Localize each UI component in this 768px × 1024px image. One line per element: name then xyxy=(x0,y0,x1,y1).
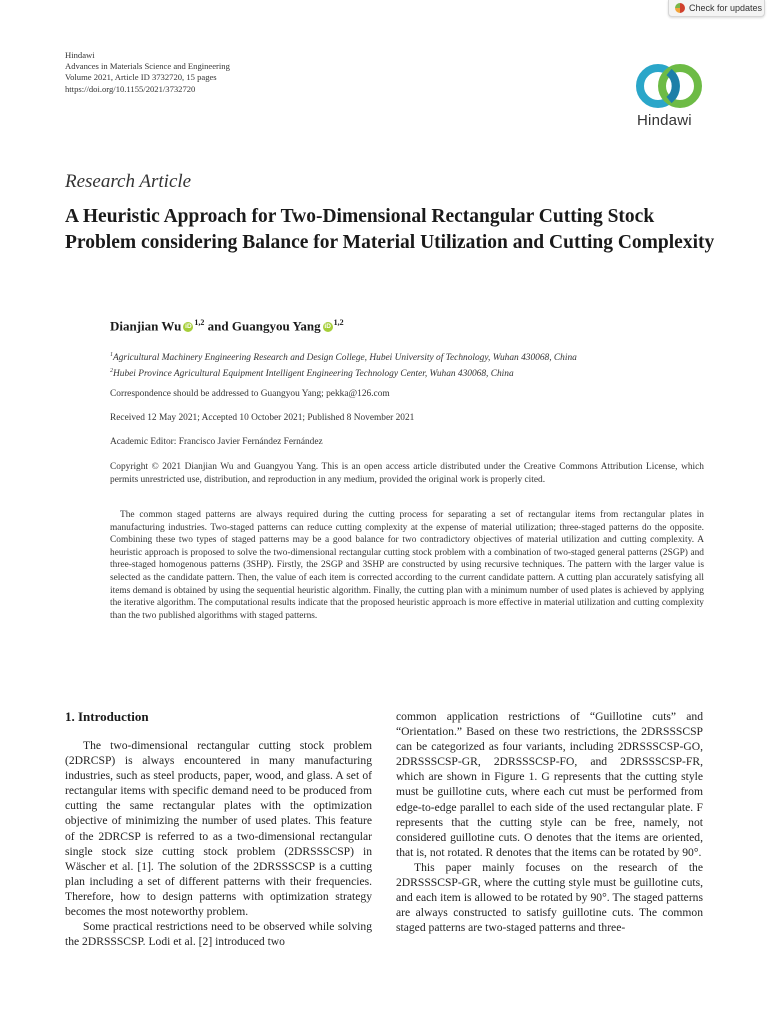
publisher-name: Hindawi xyxy=(65,50,95,60)
author-affil-sup: 1,2 xyxy=(194,318,205,327)
check-for-updates-label: Check for updates xyxy=(689,3,763,13)
affiliations xyxy=(110,349,577,382)
volume-line: Volume 2021, Article ID 3732720, 15 pages xyxy=(65,72,217,83)
doi-link[interactable]: https://doi.org/10.1155/2021/3732720 xyxy=(65,83,196,94)
affiliation-sup: 2 xyxy=(110,368,113,375)
body-column-right xyxy=(396,709,703,935)
abstract: The common staged patterns are always required during the cutting process for separating a set of rectangular items from rectangular plates in manufacturing industries. Two-staged patterns can reduce cutting complexity at the expense of material utilization; three-staged patterns do the opposite. Combining these two types of staged patterns may be a good balance for two contradictory objectives of material utilization and cutting complexity. A heuristic approach is proposed to solve the two-dimensional rectangular cutting stock problem with a combination of two-staged general patterns (2SGP) and three-staged homogenous patterns (3SHP). Firstly, the 2SGP and 3SHP are constructed by using recursive techniques. The pattern with the larger value is selected as the candidate pattern. Then, the value of each item is corrected according to the current candidate pattern. A cutting plan accurately satisfying all items demand is obtained by using the sequential heuristic algorithm. Finally, the cutting plan with a minimum number of used plates is achieved by applying the iterative algorithm. The computational results indicate that the proposed heuristic approach is more effective in material utilization and cutting complexity than the two published algorithms with staged patterns. xyxy=(110,510,704,621)
affiliation-line xyxy=(110,365,577,381)
copyright-notice: Copyright © 2021 Dianjian Wu and Guangyou Yang. This is an open access article distributed under the Creative Commons Attribution License, which permits unrestricted use, distribution, and reproduction in any medium, provided the original work is properly cited. xyxy=(110,462,704,485)
journal-name: Advances in Materials Science and Engineering xyxy=(65,61,230,72)
correspondence: Correspondence should be addressed to Guangyou Yang; pekka@126.com xyxy=(110,389,390,399)
author-name[interactable]: Guangyou Yang xyxy=(231,318,321,334)
article-title: A Heuristic Approach for Two-Dimensional Rectangular Cutting Stock Problem considering Balance for Material Utilization and Cutting Complexity xyxy=(65,206,715,253)
article-type: Research Article xyxy=(65,171,192,192)
section-heading: 1. Introduction xyxy=(65,709,149,724)
author-name[interactable]: Dianjian Wu xyxy=(110,318,182,334)
journal-meta xyxy=(65,50,230,95)
hindawi-logo-text: Hindawi xyxy=(637,112,692,129)
author-affil-sup: 1,2 xyxy=(333,318,344,327)
article-dates: Received 12 May 2021; Accepted 10 October 2021; Published 8 November 2021 xyxy=(110,413,415,423)
body-column-left xyxy=(65,738,372,949)
body-paragraph: The two-dimensional rectangular cutting stock problem (2DRCSP) is always encountered in many manufacturing industries, such as steel products, paper, wood, and glass. A set of rectangular items with specific demand need to be produced from cutting the same rectangular plates with the optimization objective of minimizing the number of used plates. This feature of the 2DRCSP is referred to as a two-dimensional rectangular single stock size cutting stock problem (2DRSSSCSP) in Wäscher et al. [1]. The solution of the 2DRSSSCSP is a cutting plan including a set of different patterns with their frequencies. Therefore, how to design patterns with optimization strategy becomes the most noteworthy problem. xyxy=(65,739,372,919)
academic-editor: Academic Editor: Francisco Javier Fernández Fernández xyxy=(110,437,323,447)
affiliation-sup: 1 xyxy=(110,352,113,358)
author-connector: and xyxy=(204,318,232,334)
author-list xyxy=(110,318,344,334)
check-updates-icon xyxy=(675,3,685,13)
body-paragraph: common application restrictions of “Guillotine cuts” and “Orientation.” Based on these two restrictions, the 2DRSSSCSP can be categorized as four variants, including 2DRSSSCSP-GO, 2DRSSSCSP-GR, 2DRSSSCSP-FO, and 2DRSSSCSP-FR, which are shown in Figure 1. G represents that the cutting style must be guillotine cuts, where each cut must be performed from edge-to-edge parallel to each side of the used rectangular plate. F represents that the cutting style can be free, namely, not considered guillotine cuts. O denotes that the items are oriented, that is, not rotated. R denotes that the items can be rotated by 90°. xyxy=(396,710,703,859)
body-paragraph: Some practical restrictions need to be observed while solving the 2DRSSSCSP. Lodi et al. [2] introduced two xyxy=(65,920,372,949)
check-for-updates-button[interactable] xyxy=(668,0,765,17)
affiliation-text: Hubei Province Agricultural Equipment Intelligent Engineering Technology Center, Wuhan 430068, China xyxy=(113,369,514,380)
affiliation-text: Agricultural Machinery Engineering Research and Design College, Hubei University of Technology, Wuhan 430068, China xyxy=(113,353,577,364)
affiliation-line xyxy=(110,349,577,365)
orcid-icon[interactable]: iD xyxy=(324,323,331,331)
body-paragraph: This paper mainly focuses on the research of the 2DRSSSCSP-GR, where the cutting style must be guillotine cuts, and each item is allowed to be rotated by 90°. The staged patterns are always constructed to satisfy guillotine cuts. The common staged patterns are two-staged patterns and three- xyxy=(396,860,703,935)
orcid-icon[interactable]: iD xyxy=(185,323,192,331)
